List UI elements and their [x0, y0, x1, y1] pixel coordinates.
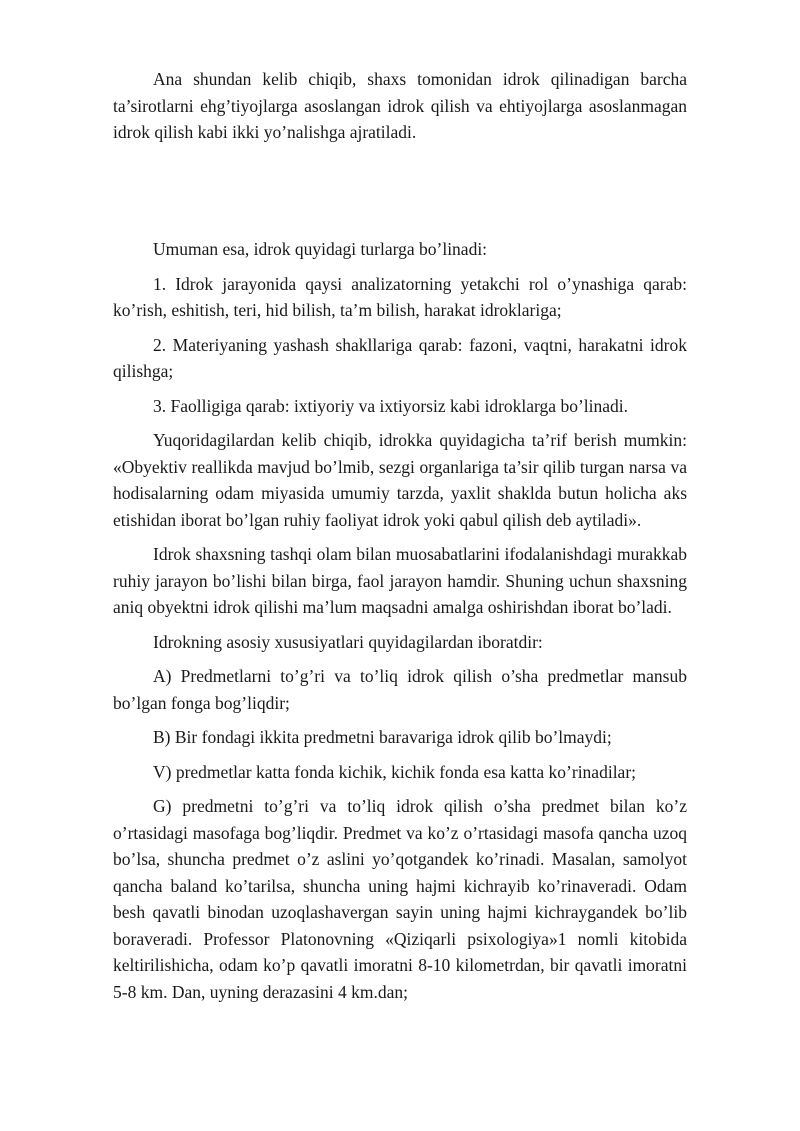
paragraph-property-g: G) predmetni to’g’ri va to’liq idrok qilish o’sha predmet bilan ko’z o’rtasidagi masofaga bog’liqdir. Predmet va ko’z o’rtasidagi masofa qancha uzoq bo’lsa, shuncha predmet o’z aslini yo’qotgandek ko’rinadi. Masalan, samolyot qancha baland ko’tarilsa, shuncha uning hajmi kichrayib ko’rinaveradi. Odam besh qavatli binodan uzoqlashavergan sayin uning hajmi kichraygandek bo’lib boraveradi. Professor Platonovning «Qiziqarli psixologiya»1 nomli kitobida keltirilishicha, odam ko’p qavatli imoratni 8-10 kilometrdan, bir qavatli imoratni 5-8 km. Dan, uyning derazasini 4 km.dan;	[113, 796, 687, 1002]
paragraph-definition: Yuqoridagilardan kelib chiqib, idrokka quyidagicha ta’rif berish mumkin: «Obyektiv reallikda mavjud bo’lmib, sezgi organlariga ta’sir qilib turgan narsa va hodisalarning odam miyasida umumiy tarzda, yaxlit shaklda butun holicha aks etishidan iborat bo’lgan ruhiy faoliyat idrok yoki qabul qilish deb aytiladi».	[113, 430, 687, 530]
paragraph-type-3: 3. Faolligiga qarab: ixtiyoriy va ixtiyorsiz kabi idroklarga bo’linadi.	[153, 395, 628, 416]
paragraph-type-2: 2. Materiyaning yashash shakllariga qarab: fazoni, vaqtni, harakatni idrok qilishga;	[113, 334, 687, 381]
paragraph-property-a: A) Predmetlarni to’g’ri va to’liq idrok qilish o’sha predmetlar mansub bo’lgan fonga bog’liqdir;	[113, 666, 687, 713]
paragraph-type-1: 1. Idrok jarayonida qaysi analizatorning yetakchi rol o’ynashiga qarab: ko’rish, eshitish, teri, hid bilish, ta’m bilish, harakat idroklariga;	[113, 273, 687, 320]
paragraph-property-b: B) Bir fondagi ikkita predmetni baravariga idrok qilib bo’lmaydi;	[153, 727, 612, 747]
paragraph-types-intro: Umuman esa, idrok quyidagi turlarga bo’linadi:	[153, 239, 488, 259]
intro-block	[113, 66, 687, 146]
paragraph-property-v: V) predmetlar katta fonda kichik, kichik fonda esa katta ko’rinadilar;	[153, 761, 637, 782]
main-text-block	[113, 236, 687, 1005]
paragraph-properties-intro: Idrokning asosiy xususiyatlari quyidagilardan iboratdir:	[153, 631, 543, 652]
paragraph-active-process: Idrok shaxsning tashqi olam bilan muosabatlarini ifodalanishdagi murakkab ruhiy jarayon bo’lishi bilan birga, faol jarayon hamdir. Shuning uchun shaxsning aniq obyektni idrok qilishi ma’lum maqsadni amalga oshirishdan iborat bo’ladi.	[113, 544, 687, 617]
paragraph-intro: Ana shundan kelib chiqib, shaxs tomonidan idrok qilinadigan barcha ta’sirotlarni ehg’tiyojlarga asoslangan idrok qilish va ehtiyojlarga asoslanmagan idrok qilish kabi ikki yo’nalishga ajratiladi.	[113, 69, 687, 142]
